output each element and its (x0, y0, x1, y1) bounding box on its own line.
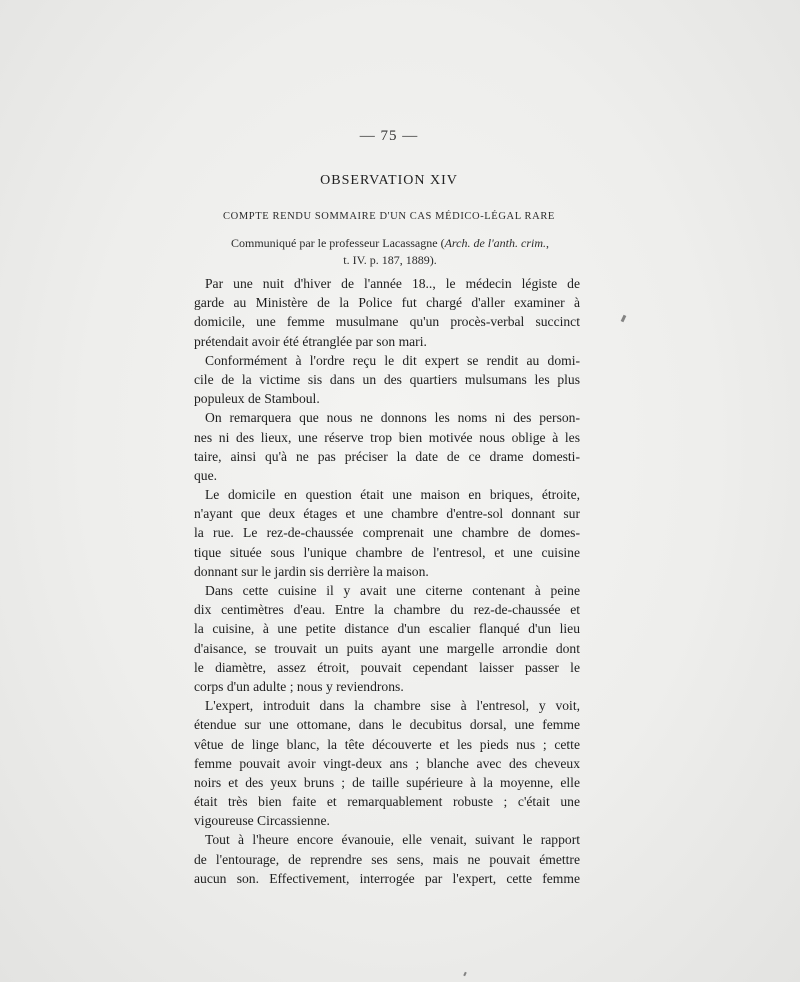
citation-text: Communiqué par le professeur Lacassagne ( (230, 236, 445, 250)
text-line: le diamètre, assez étroit, pouvait cependant laisser passer le (194, 659, 580, 675)
text-line: domicile, une femme musulmane qu'un procès-verbal succinct (194, 314, 580, 330)
paragraph (194, 408, 580, 485)
text-line: aucun son. Effectivement, interrogée par l'expert, cette femme (194, 870, 580, 886)
text-line: tique située sous l'unique chambre de l'entresol, et une cuisine (194, 544, 580, 560)
text-line: que. (194, 467, 218, 483)
case-subtitle: COMPTE RENDU SOMMAIRE D'UN CAS MÉDICO-LÉGAL RARE (223, 211, 555, 222)
text-line: Conformément à l'ordre reçu le dit expert se rendit au domi- (205, 352, 580, 368)
text-line: la rue. Le rez-de-chaussée comprenait une chambre de domes- (194, 525, 580, 541)
text-line: garde au Ministère de la Police fut chargé d'aller examiner à (194, 295, 580, 311)
page-number: — 75 — (359, 128, 419, 144)
paragraph (194, 696, 580, 830)
text-line: était très bien faite et remarquablement robuste ; c'était une (194, 794, 580, 810)
text-line: d'aisance, se trouvait un puits ayant une margelle arrondie dont (194, 640, 580, 656)
paragraph (194, 274, 580, 351)
citation-journal: Arch. de l'anth. crim. (444, 236, 547, 250)
text-line: n'ayant que deux étages et une chambre d'entre-sol donnant sur (194, 506, 580, 522)
citation-comma: , (546, 236, 550, 250)
body-text (194, 274, 580, 888)
text-line: vêtue de linge blanc, la tête découverte et les pieds nus ; cette (194, 736, 580, 752)
source-citation (180, 235, 600, 269)
text-line: Le domicile en question était une maison en briques, étroite, (205, 487, 580, 503)
text-line: de l'entourage, de reprendre ses sens, mais ne pouvait émettre (194, 851, 580, 867)
text-line: la cuisine, à une petite distance d'un escalier flanqué d'un lieu (194, 621, 580, 637)
text-line: Tout à l'heure encore évanouie, elle venait, suivant le rapport (205, 832, 580, 848)
text-line: prétendait avoir été étranglée par son mari. (194, 333, 427, 349)
text-line: noirs et des yeux bruns ; de taille supérieure à la moyenne, elle (194, 774, 580, 790)
text-line: taire, ainsi qu'à ne pas préciser la date de ce drame domesti- (194, 448, 580, 464)
text-line: populeux de Stamboul. (194, 391, 320, 407)
paragraph (194, 485, 580, 581)
text-line: Dans cette cuisine il y avait une citerne contenant à peine (205, 583, 580, 598)
text-line: femme pouvait avoir vingt-deux ans ; blanche avec des cheveux (194, 755, 580, 771)
text-line: L'expert, introduit dans la chambre sise à l'entresol, y voit, (205, 698, 580, 714)
observation-title: OBSERVATION XIV (320, 173, 458, 188)
text-line: vigoureuse Circassienne. (194, 813, 330, 829)
paragraph (194, 581, 580, 696)
paragraph (194, 351, 580, 409)
text-line: corps d'un adulte ; nous y reviendrons. (194, 678, 404, 694)
text-line: étendue sur une ottomane, dans le decubitus dorsal, une femme (194, 717, 580, 733)
text-line: Par une nuit d'hiver de l'année 18.., le médecin légiste de (205, 276, 580, 291)
paragraph (194, 830, 580, 888)
ink-speck (621, 315, 627, 323)
citation-reference: t. IV. p. 187, 1889). (343, 253, 437, 267)
ink-speck (463, 972, 467, 976)
text-line: dix centimètres d'eau. Entre la chambre du rez-de-chaussée et (194, 602, 580, 618)
text-line: nes ni des lieux, une réserve trop bien motivée nous oblige à les (194, 429, 580, 445)
text-line: donnant sur le jardin sis derrière la maison. (194, 563, 429, 579)
text-line: cile de la victime sis dans un des quartiers mulsumans les plus (194, 371, 580, 387)
text-line: On remarquera que nous ne donnons les noms ni des person- (205, 410, 580, 426)
